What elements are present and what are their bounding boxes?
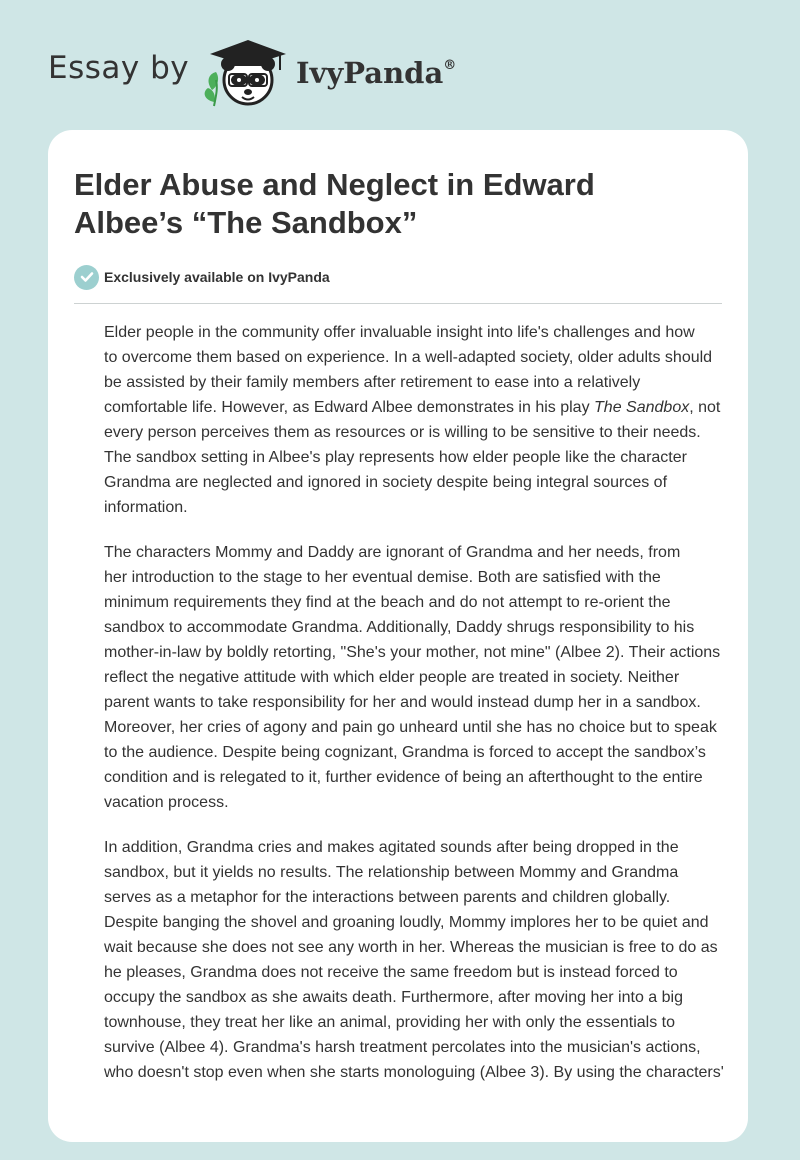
title-line: Albee’s “The Sandbox” [74,205,418,240]
text-line: who doesn't stop even when she starts monologuing (Albee 3). By using the characters' [104,1064,724,1081]
play-title: The Sandbox [594,399,690,416]
text-line: to the audience. Despite being cognizant, Grandma is forced to accept the sandbox’s [104,744,706,761]
text-line: be assisted by their family members after retirement to ease into a relatively [104,374,641,391]
text-line: The characters Mommy and Daddy are ignorant of Grandma and her needs, from [104,544,681,561]
check-icon [74,265,99,290]
title-line: Elder Abuse and Neglect in Edward [74,167,595,202]
text-segment: , not [689,399,721,416]
brand-name[interactable] [296,56,456,90]
text-line: her introduction to the stage to her eventual demise. Both are satisfied with the [104,569,661,586]
text-line: sandbox, but it yields no results. The relationship between Mommy and Grandma [104,864,679,881]
text-line [74,395,724,420]
text-line: Grandma are neglected and ignored in society despite being integral sources of [104,474,668,491]
paragraph [74,835,724,1085]
text-line: occupy the sandbox as she awaits death. Furthermore, after moving her into a big [104,989,683,1006]
text-segment: comfortable life. However, as Edward Albee demonstrates in his play [104,399,595,416]
text-line: Moreover, her cries of agony and pain go unheard until she has no choice but to speak [104,719,717,736]
brand-label: IvyPanda [296,56,444,90]
text-line: Elder people in the community offer invaluable insight into life's challenges and how [104,324,695,341]
text-line: vacation process. [104,794,229,811]
essay-body [74,320,724,1105]
site-header [0,0,800,130]
text-line: Despite banging the shovel and groaning loudly, Mommy implores her to be quiet and [104,914,709,931]
registered-mark: ® [443,58,457,73]
text-line: he pleases, Grandma does not receive the same freedom but is instead forced to [104,964,678,981]
text-line: In addition, Grandma cries and makes agitated sounds after being dropped in the [104,839,679,856]
text-line: The sandbox setting in Albee's play represents how elder people like the character [104,449,687,466]
text-line: information. [104,499,188,516]
text-line: to overcome them based on experience. In a well-adapted society, older adults should [104,349,713,366]
text-line: sandbox to accommodate Grandma. Additionally, Daddy shrugs responsibility to his [104,619,695,636]
panda-logo-icon[interactable] [202,36,292,108]
text-line: every person perceives them as resources or is willing to be sensitive to their needs. [104,424,701,441]
essay-by-label: Essay by [48,50,190,86]
divider [74,303,722,304]
text-line: townhouse, they treat her like an animal, providing her with only the essentials to [104,1014,675,1031]
text-line: reflect the negative attitude with which elder people are treated in society. Neither [104,669,680,686]
essay-card [48,130,748,1142]
text-line: parent wants to take responsibility for her and would instead dump her in a sandbox. [104,694,701,711]
essay-title [74,166,694,242]
text-line: wait because she does not see any worth in her. Whereas the musician is free to do as [104,939,718,956]
paragraph [74,540,724,815]
text-line: serves as a metaphor for the interactions between parents and children globally. [104,889,671,906]
text-line: mother-in-law by boldly retorting, "She's your mother, not mine" (Albee 2). Their actions [104,644,721,661]
text-line: condition and is relegated to it, further evidence of being an afterthought to the entire [104,769,703,786]
exclusive-label: Exclusively available on IvyPanda [104,269,330,285]
paragraph [74,320,724,520]
text-line: minimum requirements they find at the beach and do not attempt to re-orient the [104,594,671,611]
text-line: survive (Albee 4). Grandma's harsh treatment percolates into the musician's actions, [104,1039,701,1056]
exclusive-badge [74,264,330,290]
